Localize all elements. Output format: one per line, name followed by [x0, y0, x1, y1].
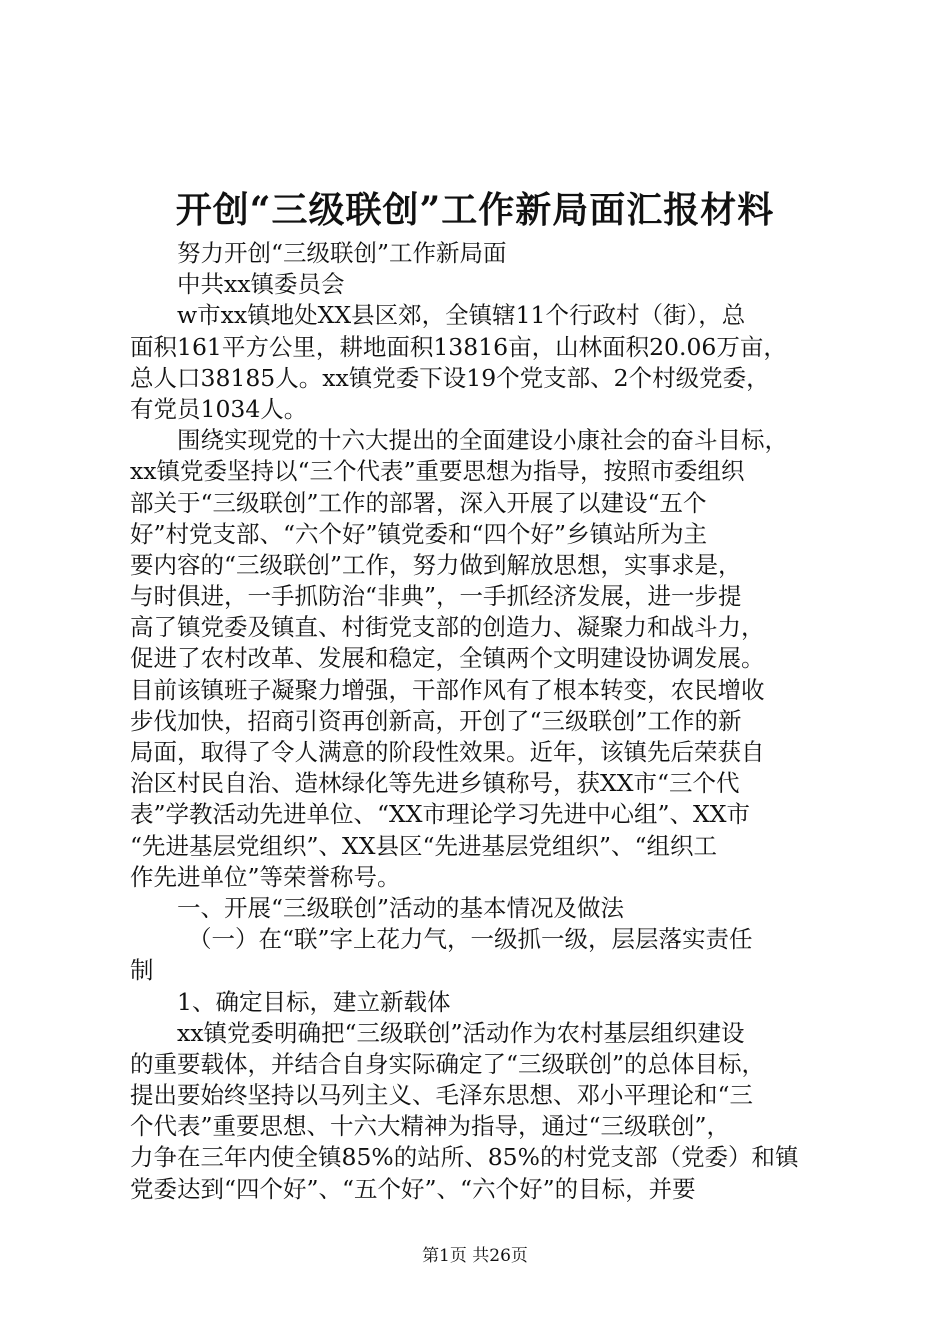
document-title: 开创“三级联创”工作新局面汇报材料: [175, 189, 775, 231]
text-line: 部关于“三级联创”工作的部署，深入开展了以建设“五个: [130, 488, 707, 517]
text-line: 好”村党支部、“六个好”镇党委和“四个好”乡镇站所为主: [130, 519, 708, 548]
text-line: w市xx镇地处XX县区郊，全镇辖11个行政村（街），总: [177, 301, 746, 330]
page-footer: 第1页 共26页: [422, 1246, 528, 1266]
text-line: 表”学教活动先进单位、“XX市理论学习先进中心组”、XX市: [130, 800, 750, 829]
text-line: 围绕实现党的十六大提出的全面建设小康社会的奋斗目标，: [177, 426, 788, 455]
text-line: 个代表”重要思想、十六大精神为指导，通过“三级联创”，: [130, 1112, 731, 1141]
text-line: 的重要载体，并结合自身实际确定了“三级联创”的总体目标，: [130, 1049, 766, 1078]
text-line: 步伐加快，招商引资再创新高，开创了“三级联创”工作的新: [130, 706, 742, 735]
text-line: xx镇党委坚持以“三个代表”重要思想为指导，按照市委组织: [130, 457, 745, 486]
text-line: 提出要始终坚持以马列主义、毛泽东思想、邓小平理论和“三: [130, 1081, 754, 1110]
text-line: 局面，取得了令人满意的阶段性效果。近年，该镇先后荣获自: [130, 738, 765, 766]
text-line: 1、确定目标，建立新载体: [177, 987, 451, 1016]
text-line: 要内容的“三级联创”工作，努力做到解放思想，实事求是，: [130, 550, 742, 579]
text-line: 高了镇党委及镇直、村街党支部的创造力、凝聚力和战斗力，: [130, 613, 765, 642]
text-line: 力争在三年内使全镇85%的站所、85%的村党支部（党委）和镇: [130, 1143, 799, 1172]
text-line: （一）在“联”字上花力气，一级抓一级，层层落实责任: [188, 925, 753, 954]
text-line: 目前该镇班子凝聚力增强，干部作风有了根本转变，农民增收: [130, 675, 765, 704]
text-line: 一、开展“三级联创”活动的基本情况及做法: [177, 893, 625, 922]
text-line: 促进了农村改革、发展和稳定，全镇两个文明建设协调发展。: [130, 644, 765, 673]
text-line: 治区村民自治、造林绿化等先进乡镇称号，获XX市“三个代: [130, 769, 740, 798]
text-line: 党委达到“四个好”、“五个好”、“六个好”的目标，并要: [130, 1174, 696, 1203]
text-line: 作先进单位”等荣誉称号。: [130, 862, 401, 891]
text-line: “先进基层党组织”、XX县区“先进基层党组织”、“组织工: [130, 831, 718, 860]
text-line: xx镇党委明确把“三级联创”活动作为农村基层组织建设: [177, 1018, 745, 1047]
document-body: [130, 238, 830, 1205]
text-line: 有党员1034人。: [130, 394, 308, 423]
text-line: 中共xx镇委员会: [177, 270, 345, 299]
text-line: 与时俱进，一手抓防治“非典”，一手抓经济发展，进一步提: [130, 582, 742, 611]
text-line: 制: [130, 956, 154, 985]
text-line: 面积161平方公里，耕地面积13816亩，山林面积20.06万亩，: [130, 332, 787, 361]
text-line: 努力开创“三级联创”工作新局面: [177, 239, 507, 267]
text-line: 总人口38185人。xx镇党委下设19个党支部、2个村级党委，: [130, 363, 770, 392]
